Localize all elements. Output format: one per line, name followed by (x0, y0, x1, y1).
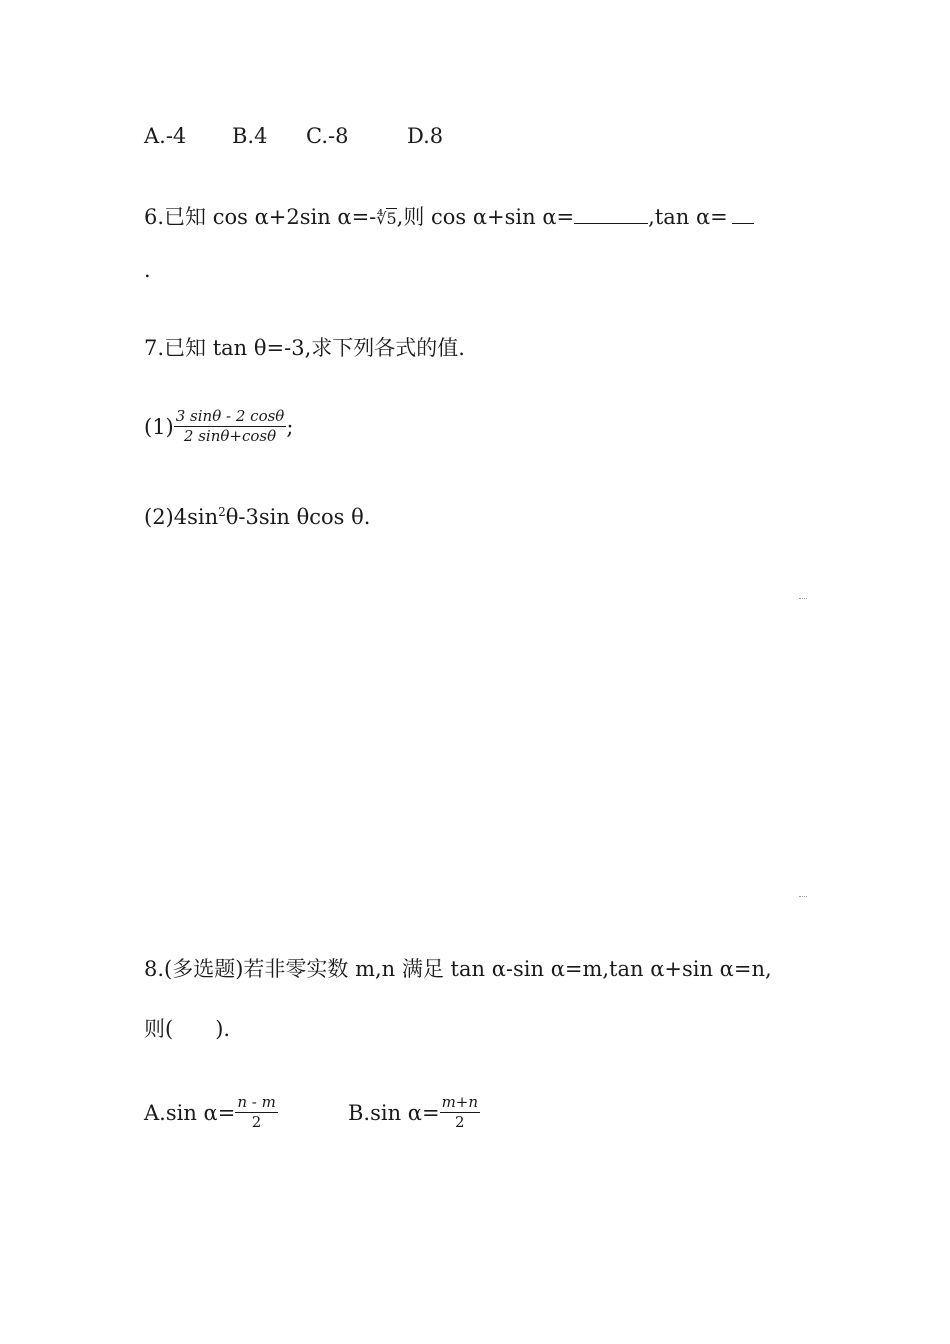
option-d: D.8 (407, 124, 444, 148)
q7-part1-label: (1) (144, 414, 174, 439)
q8-option-b-denominator: 2 (455, 1113, 465, 1132)
q6-middle: ,则 cos α+sin α= (396, 205, 575, 229)
q5-options (144, 124, 443, 148)
answer-blank-2[interactable] (732, 203, 754, 224)
q7-stem: 7.已知 tan θ=-3,求下列各式的值. (144, 336, 465, 360)
option-a: A.-4 (144, 124, 187, 148)
q8-option-b-fraction (440, 1094, 480, 1132)
q8-option-a-label: A.sin α= (144, 1100, 236, 1125)
q7-part1-fraction (174, 408, 287, 446)
q6-line (144, 201, 754, 231)
q7-part1 (144, 408, 293, 446)
q7-part1-denominator: 2 sinθ+cosθ (183, 427, 277, 446)
option-c: C.-8 (306, 124, 349, 148)
answer-blank-1[interactable] (574, 203, 648, 224)
q8-option-a-denominator: 2 (251, 1113, 262, 1132)
option-b: B.4 (232, 124, 268, 148)
q8-option-a (144, 1094, 348, 1132)
q6-tail: ,tan α= (648, 205, 728, 229)
q8-option-b (348, 1094, 480, 1132)
q8-option-a-numerator: n - m (235, 1094, 278, 1113)
q8-stem: 8.(多选题)若非零实数 m,n 满足 tan α-sin α=m,tan α+sin α=n, (144, 957, 772, 981)
q7-part1-end: ; (286, 414, 294, 439)
q7-part2-b: θ-3sin θcos θ. (225, 505, 371, 529)
q7-part1-numerator: 3 sinθ - 2 cosθ (174, 408, 287, 427)
q8-options (144, 1094, 480, 1132)
q8-option-b-numerator: m+n (440, 1094, 480, 1113)
radical-symbol: ∜ (376, 209, 387, 228)
q7-part2 (144, 505, 370, 529)
dotted-mark (799, 896, 807, 898)
q6-end: . (144, 258, 151, 282)
q6-prefix: 6.已知 cos α+2sin α=- (144, 205, 377, 229)
q8-option-a-fraction (235, 1094, 278, 1132)
q8-stem2: 则( ). (144, 1017, 231, 1041)
dotted-mark (799, 598, 807, 600)
q8-option-b-label: B.sin α= (348, 1100, 440, 1125)
q6-radical: 5 (386, 209, 397, 228)
q7-part2-a: (2)4sin (144, 505, 219, 529)
q7-part2-sup: 2 (218, 505, 226, 519)
